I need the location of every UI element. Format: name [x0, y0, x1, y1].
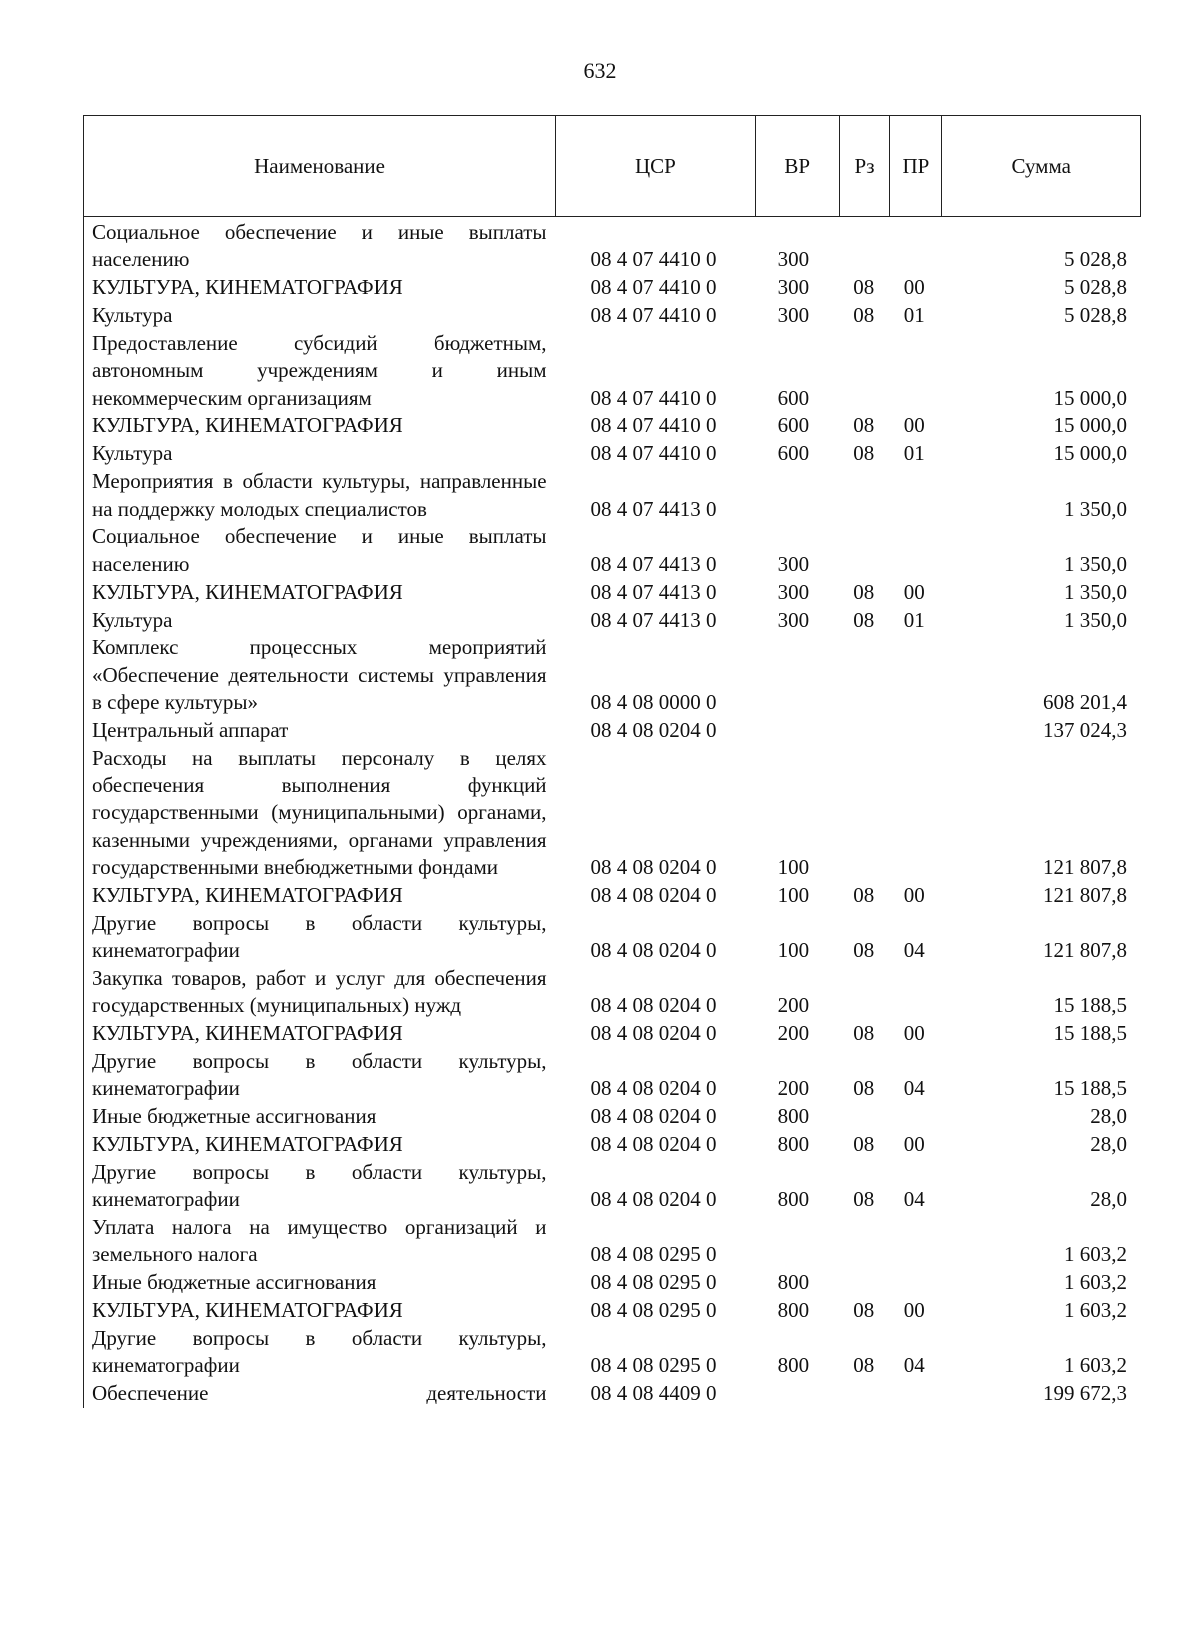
header-rz: Рз: [840, 116, 891, 216]
cell-sum: 199 672,3: [1043, 1381, 1127, 1406]
header-csr: ЦСР: [556, 116, 756, 216]
cell-name: Другие вопросы в области культуры, кинематографии: [92, 910, 547, 963]
table-body: [83, 217, 1141, 1408]
cell-pr: 04: [903, 938, 925, 963]
cell-rz: 08: [853, 938, 875, 963]
cell-rz: 08: [853, 1021, 875, 1046]
cell-sum: 15 188,5: [1053, 1076, 1127, 1101]
cell-name: Культура: [92, 441, 173, 466]
cell-csr: 08 4 08 0204 0: [590, 1187, 717, 1212]
table-row: [84, 882, 1141, 909]
cell-name: КУЛЬТУРА, КИНЕМАТОГРАФИЯ: [92, 413, 403, 438]
cell-sum: 137 024,3: [1043, 717, 1127, 742]
cell-sum: 5 028,8: [1064, 303, 1127, 328]
cell-vr: 800: [777, 1132, 810, 1157]
cell-csr: 08 4 08 0204 0: [590, 1132, 717, 1157]
cell-rz: 08: [853, 275, 875, 300]
cell-sum: 28,0: [1090, 1132, 1127, 1157]
table-row: [84, 219, 1141, 274]
cell-pr: 01: [903, 441, 925, 466]
cell-sum: 15 000,0: [1053, 441, 1127, 466]
cell-vr: 300: [777, 303, 810, 328]
cell-vr: 300: [777, 275, 810, 300]
cell-rz: 08: [853, 882, 875, 907]
table-row: [84, 1103, 1141, 1130]
header-sum: Сумма: [1011, 153, 1071, 178]
cell-sum: 1 350,0: [1064, 496, 1127, 521]
cell-rz: 08: [853, 413, 875, 438]
table-row: [84, 468, 1141, 523]
cell-vr: 800: [777, 1298, 810, 1323]
cell-name: Культура: [92, 303, 173, 328]
table-row: [84, 302, 1141, 329]
cell-csr: 08 4 08 0204 0: [590, 938, 717, 963]
cell-name: Социальное обеспечение и иные выплаты населению: [92, 220, 547, 272]
table-row: [84, 1325, 1141, 1380]
cell-vr: 800: [777, 1187, 810, 1212]
cell-name: Социальное обеспечение и иные выплаты населению: [92, 524, 547, 576]
cell-name: Иные бюджетные ассигнования: [92, 1104, 377, 1129]
cell-csr: 08 4 08 0295 0: [590, 1242, 717, 1267]
cell-csr: 08 4 08 0204 0: [590, 1076, 717, 1101]
table-row: [84, 1380, 1141, 1407]
cell-sum: 28,0: [1090, 1104, 1127, 1129]
cell-vr: 800: [777, 1104, 810, 1129]
cell-sum: 28,0: [1090, 1187, 1127, 1212]
table-header: [83, 115, 1141, 217]
cell-vr: 200: [777, 993, 810, 1018]
table-row: [84, 1020, 1141, 1047]
table-row: [84, 965, 1141, 1020]
cell-sum: 1 350,0: [1064, 579, 1127, 604]
cell-csr: 08 4 08 0204 0: [590, 1021, 717, 1046]
cell-sum: 1 350,0: [1064, 551, 1127, 576]
cell-name: Другие вопросы в области культуры, кинематографии: [92, 1049, 547, 1101]
table-row: [84, 1131, 1141, 1158]
cell-pr: 01: [903, 607, 925, 632]
cell-name: Комплекс процессных мероприятий «Обеспечение деятельности системы управления в сфере культуры»: [92, 635, 547, 714]
table-row: [84, 607, 1141, 634]
cell-sum: 1 603,2: [1064, 1298, 1127, 1323]
table-row: [84, 523, 1141, 578]
cell-csr: 08 4 08 0204 0: [590, 854, 717, 879]
table-row: [84, 412, 1141, 439]
cell-name: Иные бюджетные ассигнования: [92, 1270, 377, 1295]
cell-sum: 1 603,2: [1064, 1353, 1127, 1378]
cell-sum: 15 188,5: [1053, 1021, 1127, 1046]
page-number: 632: [583, 58, 617, 83]
cell-rz: 08: [853, 1353, 875, 1378]
cell-name: Другие вопросы в области культуры, кинематографии: [92, 1159, 547, 1212]
cell-vr: 600: [777, 413, 810, 438]
cell-rz: 08: [853, 441, 875, 466]
cell-pr: 00: [903, 882, 925, 907]
cell-sum: 1 603,2: [1064, 1242, 1127, 1267]
cell-name: КУЛЬТУРА, КИНЕМАТОГРАФИЯ: [92, 1298, 403, 1323]
cell-sum: 5 028,8: [1064, 247, 1127, 272]
table-row: [84, 634, 1141, 716]
cell-vr: 300: [777, 607, 810, 632]
cell-vr: 300: [777, 579, 810, 604]
cell-csr: 08 4 08 0204 0: [590, 993, 717, 1018]
cell-rz: 08: [853, 1132, 875, 1157]
cell-csr: 08 4 08 4409 0: [590, 1381, 717, 1406]
cell-sum: 121 807,8: [1043, 854, 1127, 879]
cell-csr: 08 4 07 4410 0: [590, 247, 717, 272]
cell-name: Другие вопросы в области культуры, кинематографии: [92, 1326, 547, 1378]
cell-sum: 121 807,8: [1043, 938, 1127, 963]
cell-name: Обеспечение деятельности: [92, 1381, 547, 1406]
cell-pr: 00: [903, 579, 925, 604]
table-row: [84, 1048, 1141, 1103]
header-name: Наименование: [84, 116, 556, 216]
cell-name: КУЛЬТУРА, КИНЕМАТОГРАФИЯ: [92, 1132, 403, 1157]
cell-csr: 08 4 07 4413 0: [590, 579, 717, 604]
table-row: [84, 910, 1141, 965]
cell-pr: 00: [903, 1021, 925, 1046]
cell-csr: 08 4 08 0295 0: [590, 1270, 717, 1295]
cell-name: Уплата налога на имущество организаций и земельного налога: [92, 1215, 547, 1267]
cell-vr: 100: [777, 938, 810, 963]
table-row: [84, 717, 1141, 744]
cell-sum: 15 000,0: [1053, 413, 1127, 438]
cell-csr: 08 4 07 4413 0: [590, 607, 717, 632]
table-row: [84, 579, 1141, 606]
cell-vr: 100: [777, 882, 810, 907]
cell-csr: 08 4 08 0204 0: [590, 882, 717, 907]
table-row: [84, 1159, 1141, 1214]
cell-rz: 08: [853, 607, 875, 632]
cell-csr: 08 4 08 0204 0: [590, 717, 717, 742]
cell-vr: 600: [777, 385, 810, 410]
cell-vr: 800: [777, 1270, 810, 1295]
cell-csr: 08 4 07 4413 0: [590, 551, 717, 576]
table-row: [84, 745, 1141, 881]
cell-rz: 08: [853, 1298, 875, 1323]
table-row: [84, 1297, 1141, 1324]
cell-name: Центральный аппарат: [92, 717, 289, 742]
cell-name: КУЛЬТУРА, КИНЕМАТОГРАФИЯ: [92, 1021, 403, 1046]
cell-pr: 00: [903, 275, 925, 300]
cell-pr: 00: [903, 1132, 925, 1157]
table-row: [84, 274, 1141, 301]
cell-sum: 15 188,5: [1053, 993, 1127, 1018]
cell-name: КУЛЬТУРА, КИНЕМАТОГРАФИЯ: [92, 579, 403, 604]
cell-sum: 15 000,0: [1053, 385, 1127, 410]
cell-csr: 08 4 08 0295 0: [590, 1353, 717, 1378]
cell-name: Культура: [92, 607, 173, 632]
cell-name: Закупка товаров, работ и услуг для обеспечения государственных (муниципальных) нужд: [92, 965, 547, 1018]
cell-rz: 08: [853, 303, 875, 328]
cell-csr: 08 4 08 0295 0: [590, 1298, 717, 1323]
cell-vr: 800: [777, 1353, 810, 1378]
cell-pr: 04: [903, 1076, 925, 1101]
cell-vr: 100: [777, 854, 810, 879]
cell-vr: 200: [777, 1076, 810, 1101]
cell-sum: 121 807,8: [1043, 882, 1127, 907]
cell-sum: 608 201,4: [1043, 689, 1127, 714]
table-row: [84, 330, 1141, 412]
cell-csr: 08 4 07 4410 0: [590, 413, 717, 438]
cell-csr: 08 4 08 0204 0: [590, 1104, 717, 1129]
cell-name: Расходы на выплаты персоналу в целях обеспечения выполнения функций государственными (муниципальными) органами, казенными учреждениями, органами управления государственными внебюджетными фондами: [92, 745, 547, 879]
cell-csr: 08 4 07 4413 0: [590, 496, 717, 521]
cell-csr: 08 4 08 0000 0: [590, 689, 717, 714]
cell-rz: 08: [853, 1187, 875, 1212]
cell-pr: 00: [903, 1298, 925, 1323]
cell-vr: 300: [777, 551, 810, 576]
cell-vr: 200: [777, 1021, 810, 1046]
cell-csr: 08 4 07 4410 0: [590, 385, 717, 410]
cell-name: КУЛЬТУРА, КИНЕМАТОГРАФИЯ: [92, 275, 403, 300]
cell-sum: 5 028,8: [1064, 275, 1127, 300]
cell-vr: 300: [777, 247, 810, 272]
header-vr: ВР: [756, 116, 840, 216]
cell-name: Предоставление субсидий бюджетным, автономным учреждениям и иным некоммерческим организациям: [92, 330, 547, 410]
cell-sum: 1 350,0: [1064, 607, 1127, 632]
cell-rz: 08: [853, 1076, 875, 1101]
cell-pr: 01: [903, 303, 925, 328]
cell-sum: 1 603,2: [1064, 1270, 1127, 1295]
budget-table: [83, 115, 1141, 1408]
cell-pr: 04: [903, 1187, 925, 1212]
cell-name: Мероприятия в области культуры, направленные на поддержку молодых специалистов: [92, 469, 547, 521]
cell-csr: 08 4 07 4410 0: [590, 303, 717, 328]
cell-vr: 600: [777, 441, 810, 466]
cell-pr: 04: [903, 1353, 925, 1378]
cell-name: КУЛЬТУРА, КИНЕМАТОГРАФИЯ: [92, 882, 403, 907]
cell-csr: 08 4 07 4410 0: [590, 441, 717, 466]
header-pr: ПР: [890, 116, 942, 216]
table-row: [84, 1214, 1141, 1269]
cell-csr: 08 4 07 4410 0: [590, 275, 717, 300]
cell-pr: 00: [903, 413, 925, 438]
cell-rz: 08: [853, 579, 875, 604]
table-row: [84, 1269, 1141, 1296]
table-row: [84, 440, 1141, 467]
